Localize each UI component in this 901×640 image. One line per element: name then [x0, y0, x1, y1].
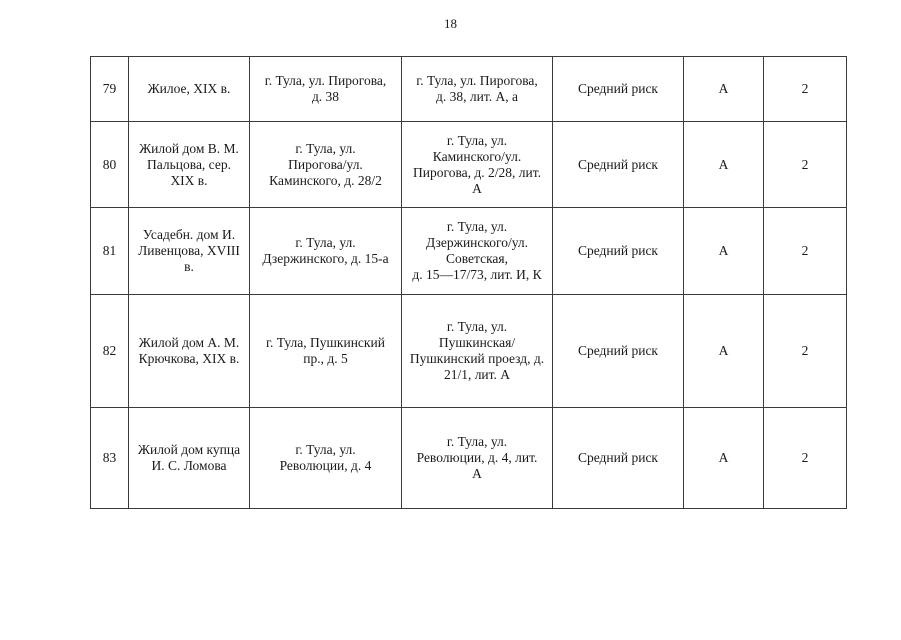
- heritage-objects-table: [90, 56, 847, 509]
- risk-cell: Средний риск: [553, 295, 684, 408]
- risk-cell: Средний риск: [553, 122, 684, 208]
- frequency-cell: 2: [764, 408, 847, 509]
- object-name-cell: Жилой дом купца И. С. Ломова: [129, 408, 250, 509]
- address-cell: г. Тула, ул. Пирогова/ул. Каминского, д. 28/2: [250, 122, 402, 208]
- address-cell: г. Тула, ул. Дзержинского, д. 15-а: [250, 208, 402, 295]
- frequency-cell: 2: [764, 208, 847, 295]
- frequency-cell: 2: [764, 295, 847, 408]
- risk-cell: Средний риск: [553, 408, 684, 509]
- table-row: [91, 122, 847, 208]
- address-cell: г. Тула, ул. Революции, д. 4: [250, 408, 402, 509]
- object-name-cell: Усадебн. дом И. Ливенцова, XVIII в.: [129, 208, 250, 295]
- address-cell: г. Тула, Пушкинский пр., д. 5: [250, 295, 402, 408]
- risk-cell: Средний риск: [553, 208, 684, 295]
- row-number-cell: 80: [91, 122, 129, 208]
- object-name-cell: Жилой дом В. М. Пальцова, сер. XIX в.: [129, 122, 250, 208]
- address-full-cell: г. Тула, ул. Революции, д. 4, лит. А: [402, 408, 553, 509]
- object-name-cell: Жилое, XIX в.: [129, 57, 250, 122]
- address-full-cell: г. Тула, ул. Пирогова, д. 38, лит. А, а: [402, 57, 553, 122]
- row-number-cell: 83: [91, 408, 129, 509]
- table-row: [91, 208, 847, 295]
- category-cell: А: [684, 57, 764, 122]
- risk-cell: Средний риск: [553, 57, 684, 122]
- category-cell: А: [684, 408, 764, 509]
- frequency-cell: 2: [764, 122, 847, 208]
- category-cell: А: [684, 122, 764, 208]
- frequency-cell: 2: [764, 57, 847, 122]
- row-number-cell: 82: [91, 295, 129, 408]
- address-full-cell: г. Тула, ул. Каминского/ул. Пирогова, д. 2/28, лит. А: [402, 122, 553, 208]
- table-row: [91, 57, 847, 122]
- table-row: [91, 408, 847, 509]
- row-number-cell: 79: [91, 57, 129, 122]
- address-cell: г. Тула, ул. Пирогова, д. 38: [250, 57, 402, 122]
- page-number: 18: [444, 16, 457, 31]
- category-cell: А: [684, 208, 764, 295]
- table-row: [91, 295, 847, 408]
- address-full-cell: г. Тула, ул. Пушкинская/ Пушкинский проезд, д. 21/1, лит. А: [402, 295, 553, 408]
- row-number-cell: 81: [91, 208, 129, 295]
- address-full-cell: г. Тула, ул. Дзержинского/ул. Советская, д. 15—17/73, лит. И, К: [402, 208, 553, 295]
- object-name-cell: Жилой дом А. М. Крючкова, XIX в.: [129, 295, 250, 408]
- category-cell: А: [684, 295, 764, 408]
